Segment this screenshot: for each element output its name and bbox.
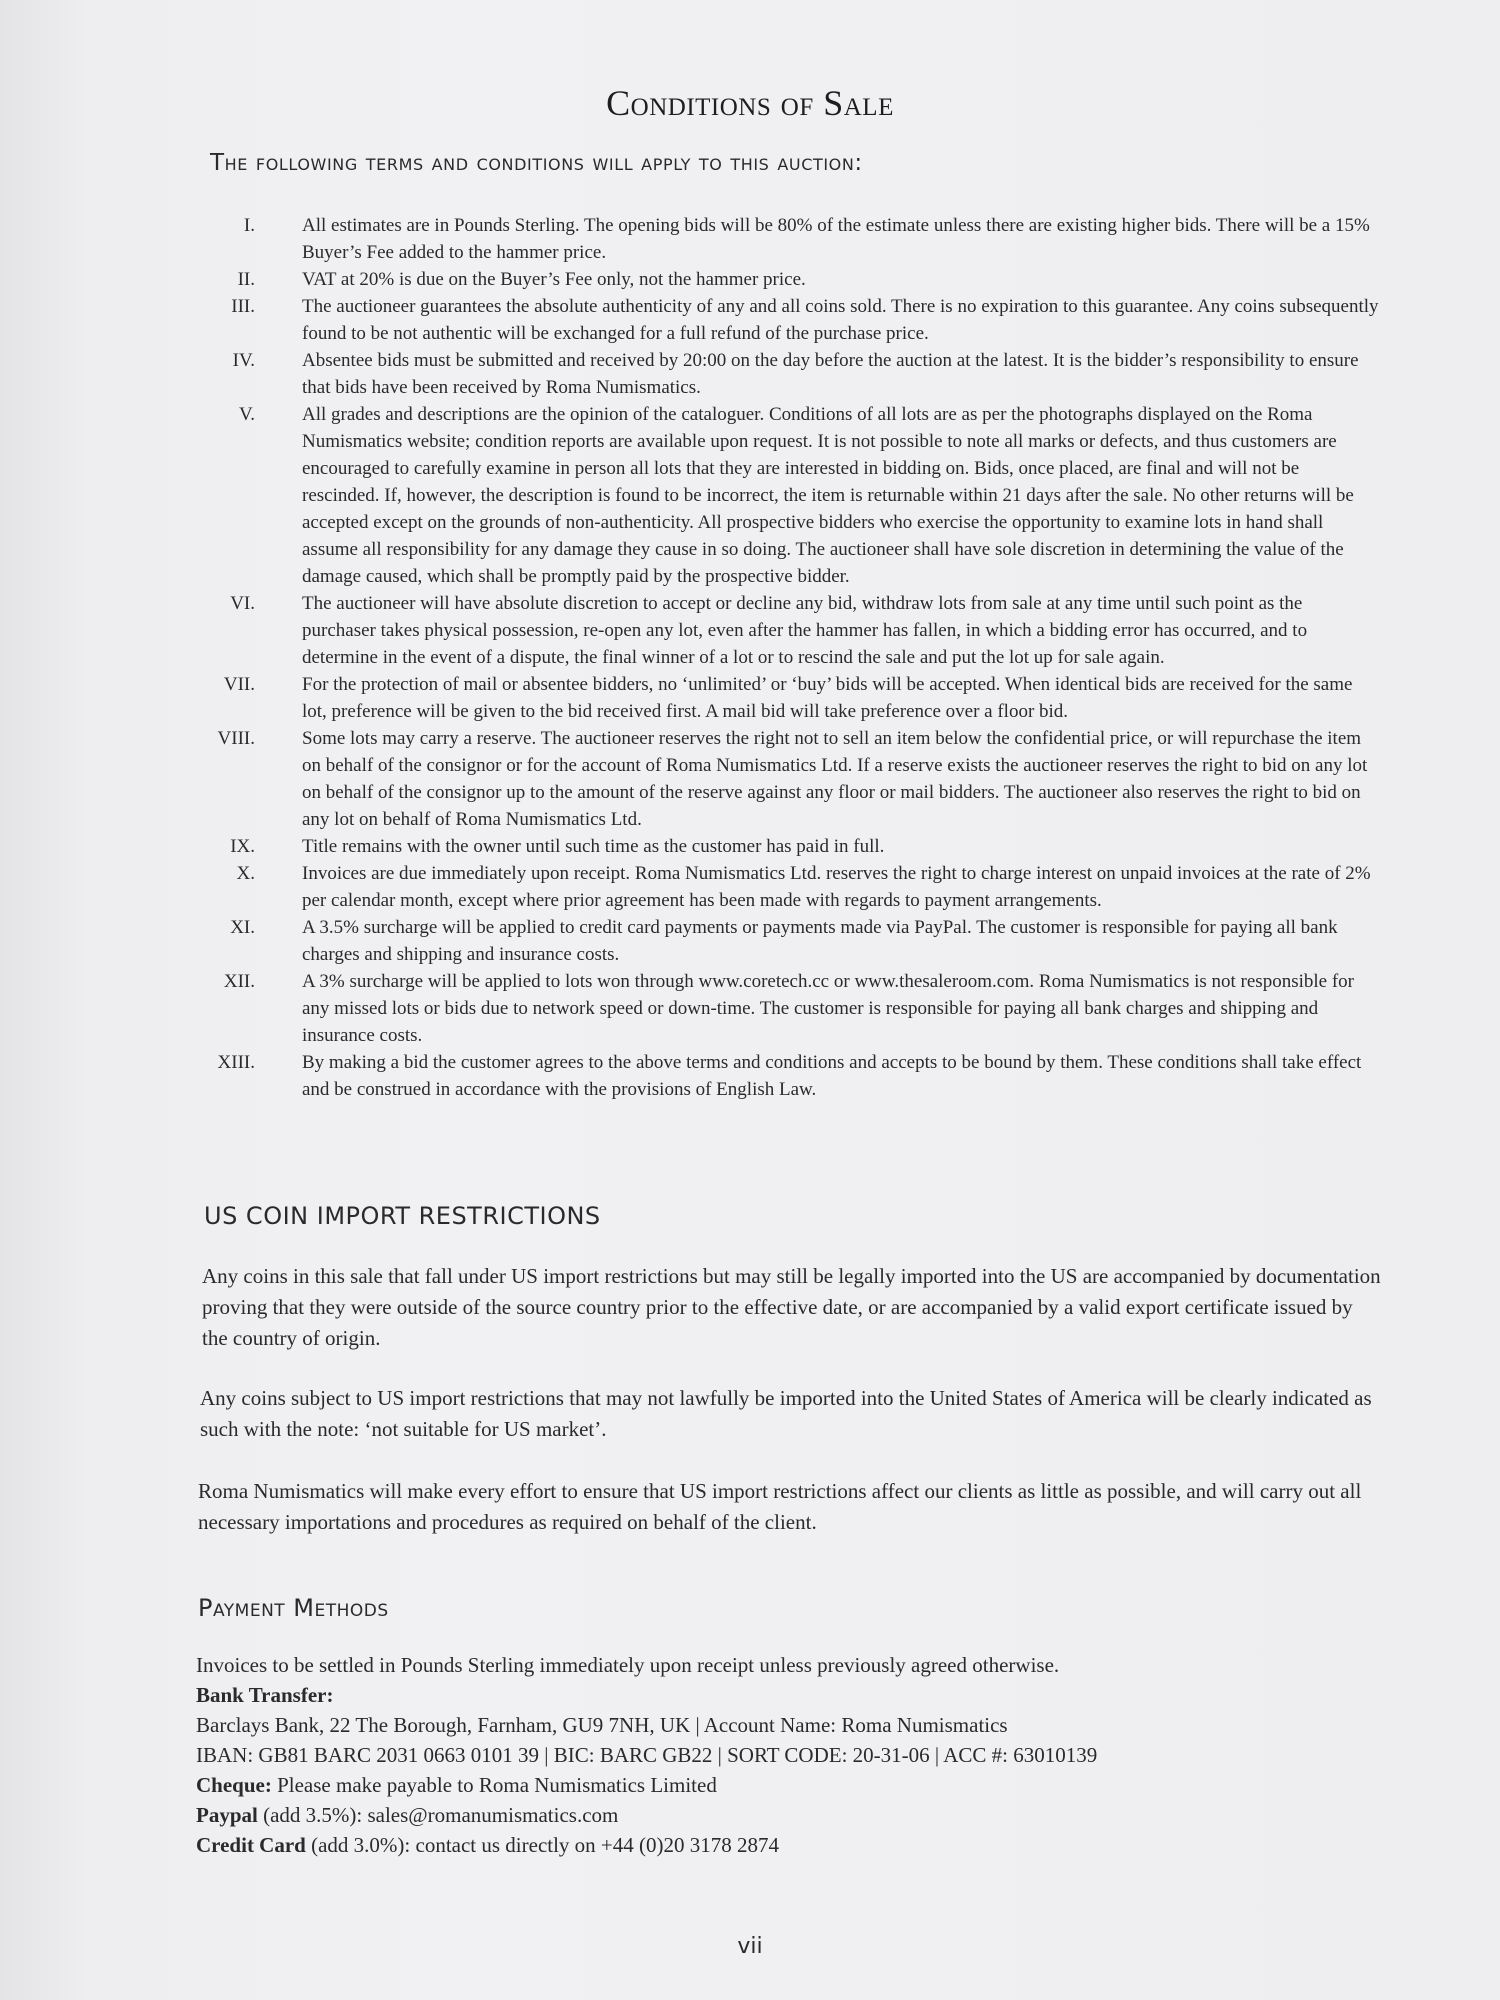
term-text: A 3% surcharge will be applied to lots won through www.coretech.cc or www.thesaleroom.com. Roma Numismatics is not responsible for any missed lots or bids due to network speed or down-time. The customer is responsible for paying all bank charges and shipping and insurance costs. — [302, 971, 1354, 1046]
credit-card-text: (add 3.0%): contact us directly on +44 (0)20 3178 2874 — [305, 1833, 780, 1857]
term-item — [210, 590, 1380, 671]
cheque-label: Cheque: — [196, 1773, 272, 1797]
term-text: VAT at 20% is due on the Buyer’s Fee only, not the hammer price. — [302, 269, 806, 290]
term-text: Absentee bids must be submitted and received by 20:00 on the day before the auction at the latest. It is the bidder’s responsibility to ensure that bids have been received by Roma Numismatics. — [302, 350, 1359, 398]
us-import-paragraph-1: Any coins in this sale that fall under US import restrictions but may still be legally imported into the US are accompanied by documentation proving that they were outside of the source country prior to the effective date, or are accompanied by a valid export certificate issued by the country of origin. — [202, 1264, 1381, 1350]
terms-subtitle: The following terms and conditions will apply to this auction: — [210, 150, 863, 176]
term-number: II. — [237, 269, 255, 290]
us-import-paragraph-3: Roma Numismatics will make every effort to ensure that US import restrictions affect our clients as little as possible, and will carry out all necessary importations and procedures as required on behalf of the client. — [198, 1479, 1362, 1534]
term-number: X. — [236, 863, 255, 884]
term-item — [210, 671, 1380, 725]
term-item — [210, 725, 1380, 833]
term-item — [210, 266, 1380, 293]
term-number: VI. — [230, 593, 255, 614]
bank-address: Barclays Bank, 22 The Borough, Farnham, GU9 7NH, UK | Account Name: Roma Numismatics — [196, 1713, 1008, 1737]
term-item — [210, 914, 1380, 968]
page-title: Conditions of Sale — [606, 83, 894, 123]
us-import-paragraph-2: Any coins subject to US import restrictions that may not lawfully be imported into the United States of America will be clearly indicated as such with the note: ‘not suitable for US market’. — [200, 1386, 1372, 1441]
bank-account-details: IBAN: GB81 BARC 2031 0663 0101 39 | BIC: BARC GB22 | SORT CODE: 20-31-06 | ACC #: 63010139 — [196, 1743, 1098, 1767]
term-number: XIII. — [217, 1052, 255, 1073]
payment-intro: Invoices to be settled in Pounds Sterling immediately upon receipt unless previously agreed otherwise. — [196, 1653, 1060, 1677]
us-import-heading: US COIN IMPORT RESTRICTIONS — [204, 1202, 601, 1230]
terms-list — [210, 212, 1380, 1103]
term-number: XI. — [230, 917, 255, 938]
term-text: A 3.5% surcharge will be applied to credit card payments or payments made via PayPal. The customer is responsible for paying all bank charges and shipping and insurance costs. — [302, 917, 1338, 965]
term-text: By making a bid the customer agrees to the above terms and conditions and accepts to be bound by them. These conditions shall take effect and be construed in accordance with the provisions of English Law. — [302, 1052, 1362, 1100]
term-number: IV. — [232, 350, 255, 371]
term-text: All estimates are in Pounds Sterling. The opening bids will be 80% of the estimate unless there are existing higher bids. There will be a 15% Buyer’s Fee added to the hammer price. — [302, 215, 1370, 263]
term-text: Invoices are due immediately upon receipt. Roma Numismatics Ltd. reserves the right to charge interest on unpaid invoices at the rate of 2% per calendar month, except where prior agreement has been made with regards to payment arrangements. — [302, 863, 1371, 911]
term-number: VIII. — [217, 728, 255, 749]
term-text: Title remains with the owner until such time as the customer has paid in full. — [302, 836, 885, 857]
term-item — [210, 833, 1380, 860]
paypal-label: Paypal — [196, 1803, 258, 1827]
term-text: The auctioneer guarantees the absolute authenticity of any and all coins sold. There is no expiration to this guarantee. Any coins subsequently found to be not authentic will be exchanged for a full refund of the purchase price. — [302, 296, 1379, 344]
term-number: I. — [243, 215, 255, 236]
term-text: For the protection of mail or absentee bidders, no ‘unlimited’ or ‘buy’ bids will be accepted. When identical bids are received for the same lot, preference will be given to the bid received first. A mail bid will take preference over a floor bid. — [302, 674, 1353, 722]
term-number: III. — [231, 296, 255, 317]
term-item — [210, 347, 1380, 401]
bank-transfer-label: Bank Transfer: — [196, 1683, 334, 1707]
payment-heading: Payment Methods — [198, 1594, 389, 1622]
term-text: Some lots may carry a reserve. The auctioneer reserves the right not to sell an item below the confidential price, or will repurchase the item on behalf of the consignor or for the account of Roma Numismatics Ltd. If a reserve exists the auctioneer reserves the right to bid on any lot on behalf of the consignor up to the amount of the reserve against any floor or mail bidders. The auctioneer also reserves the right to bid on any lot on behalf of Roma Numismatics Ltd. — [302, 728, 1368, 830]
term-item — [210, 1049, 1380, 1103]
term-item — [210, 212, 1380, 266]
paypal-text: (add 3.5%): sales@romanumismatics.com — [257, 1803, 619, 1827]
page-number: vii — [737, 1934, 763, 1959]
term-number: IX. — [230, 836, 255, 857]
term-number: VII. — [223, 674, 255, 695]
payment-methods — [196, 1650, 1396, 1860]
term-item — [210, 860, 1380, 914]
term-item — [210, 968, 1380, 1049]
term-text: The auctioneer will have absolute discretion to accept or decline any bid, withdraw lots from sale at any time until such point as the purchaser takes physical possession, re-open any lot, even after the hammer has fallen, in which a bidding error has occurred, and to determine in the event of a dispute, the final winner of a lot or to rescind the sale and put the lot up for sale again. — [302, 593, 1308, 668]
term-text: All grades and descriptions are the opinion of the cataloguer. Conditions of all lots are as per the photographs displayed on the Roma Numismatics website; condition reports are available upon request. It is not possible to note all marks or defects, and thus customers are encouraged to carefully examine in person all lots that they are interested in bidding on. Bids, once placed, are final and will not be rescinded. If, however, the description is found to be incorrect, the item is returnable within 21 days after the sale. No other returns will be accepted except on the grounds of non-authenticity. All prospective bidders who exercise the opportunity to examine lots in hand shall assume all responsibility for any damage they cause in so doing. The auctioneer shall have sole discretion in determining the value of the damage caused, which shall be promptly paid by the prospective bidder. — [302, 404, 1354, 587]
term-number: V. — [238, 404, 255, 425]
term-number: XII. — [223, 971, 255, 992]
cheque-text: Please make payable to Roma Numismatics Limited — [271, 1773, 717, 1797]
term-item — [210, 401, 1380, 590]
term-item — [210, 293, 1380, 347]
credit-card-label: Credit Card — [196, 1833, 306, 1857]
